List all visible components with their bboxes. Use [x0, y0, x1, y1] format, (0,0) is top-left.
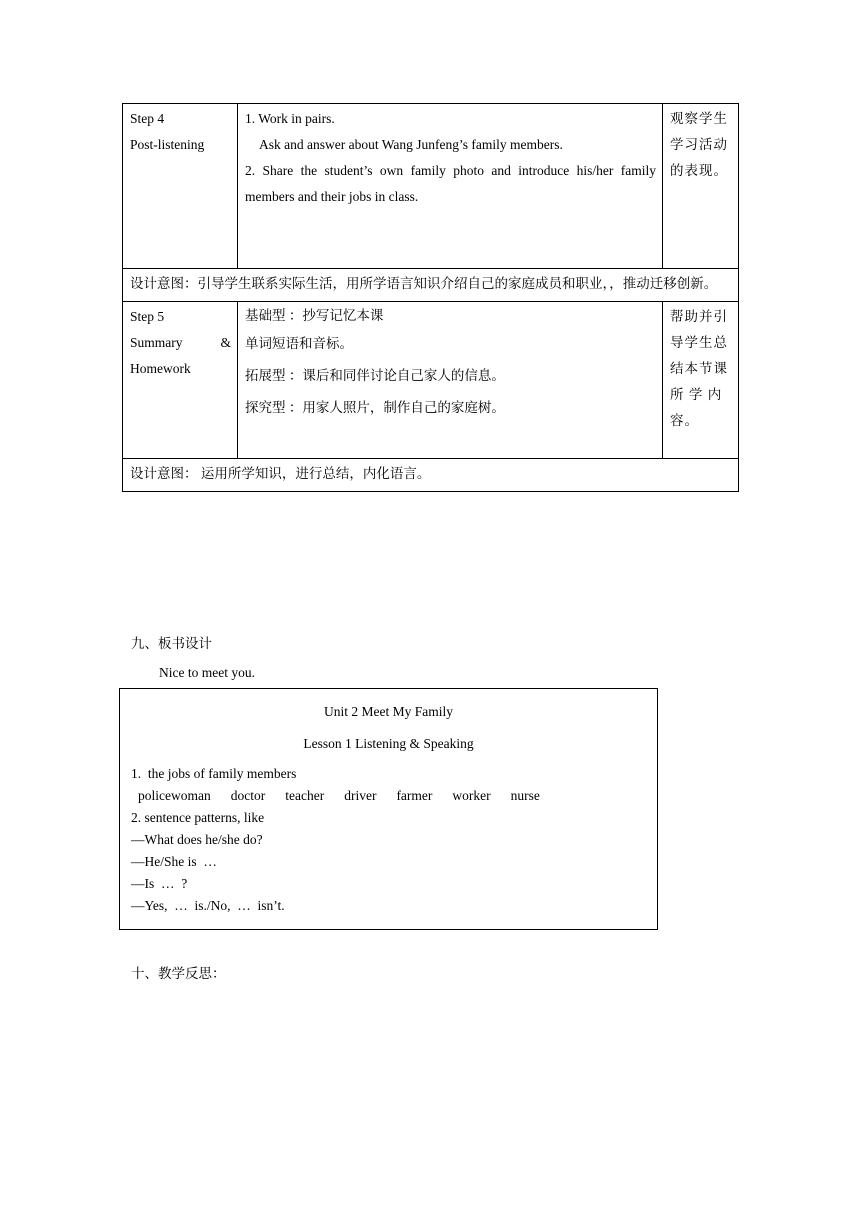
- step4-activity-1: 1. Work in pairs.: [245, 111, 335, 126]
- section9-intro: Nice to meet you.: [159, 665, 255, 680]
- step5-activity-cell: [238, 302, 663, 459]
- step5-activity-4: 探究型 ：用家人照片，制作自己的家庭树。: [245, 400, 505, 415]
- board-dialog-3: —Is … ?: [131, 876, 188, 891]
- board-dialog-4: —Yes, … is./No, … isn’t.: [131, 898, 285, 913]
- step5-title-homework: Homework: [130, 361, 191, 376]
- step5-title-amp: &: [220, 335, 231, 350]
- step4-title: Post-listening: [130, 137, 205, 152]
- step4-label: Step 4: [130, 111, 165, 126]
- step4-activity-cell: [238, 104, 663, 269]
- step5-note-3: 结本节课: [670, 361, 728, 376]
- board-body: [131, 763, 540, 917]
- board-item-2: 2. sentence patterns, like: [131, 810, 265, 825]
- board-unit-title: Unit 2 Meet My Family: [324, 704, 453, 719]
- step4-intent-text: 设计意图：引导学生联系实际生活，用所学语言知识介绍自己的家庭成员和职业，，推动迁移创新。: [123, 269, 739, 302]
- step5-note-2: 导学生总: [670, 335, 728, 350]
- job-word: policewoman: [138, 788, 211, 803]
- step4-name-cell: [123, 104, 238, 269]
- step4-activity-3: 2. Share the student’s own family photo and introduce his/her family members and their jobs in class.: [245, 163, 656, 204]
- step4-activity-2: Ask and answer about Wang Junfeng’s family members.: [259, 137, 563, 152]
- step5-activity-3: 拓展型 ：课后和同伴讨论自己家人的信息。: [245, 368, 505, 383]
- job-word: doctor: [230, 788, 266, 803]
- job-word: worker: [452, 788, 491, 803]
- step4-note-cell: [663, 104, 739, 269]
- board-item-1: 1. the jobs of family members: [131, 766, 297, 781]
- job-word: nurse: [510, 788, 540, 803]
- step4-note-3: 的表现。: [670, 163, 728, 178]
- step5-activity-2: 单词短语和音标。: [245, 336, 353, 351]
- step5-title-summary: Summary: [130, 335, 183, 350]
- step5-title-line: [130, 330, 231, 356]
- step5-label: Step 5: [130, 309, 165, 324]
- step4-intent-row: [123, 269, 739, 302]
- step4-row: [123, 104, 739, 269]
- step5-intent-row: [123, 459, 739, 492]
- job-word: driver: [344, 788, 377, 803]
- job-word: teacher: [285, 788, 325, 803]
- step5-intent-text: 设计意图： 运用所学知识，进行总结，内化语言。: [123, 459, 739, 492]
- step5-activity-1: 基础型 ：抄写记忆本课: [245, 308, 384, 323]
- step4-note-1: 观察学生: [670, 111, 728, 126]
- step5-note-1: 帮助并引: [670, 309, 728, 324]
- lesson-plan-table: [122, 103, 739, 492]
- board-dialog-2: —He/She is …: [131, 854, 217, 869]
- step5-note-cell: [663, 302, 739, 459]
- section10-heading: 十、教学反思：: [131, 966, 226, 981]
- board-jobs-list: [131, 785, 540, 807]
- board-dialog-1: —What does he/she do?: [131, 832, 263, 847]
- step5-note-5: 容。: [670, 413, 699, 428]
- step5-name-cell: [123, 302, 238, 459]
- step5-row: [123, 302, 739, 459]
- board-lesson-title: Lesson 1 Listening & Speaking: [303, 736, 474, 751]
- section9-heading: 九、板书设计: [131, 636, 212, 651]
- blackboard-design-box: [119, 688, 658, 930]
- step4-note-2: 学习活动: [670, 137, 728, 152]
- job-word: farmer: [396, 788, 433, 803]
- step5-note-4: 所 学 内: [670, 387, 723, 402]
